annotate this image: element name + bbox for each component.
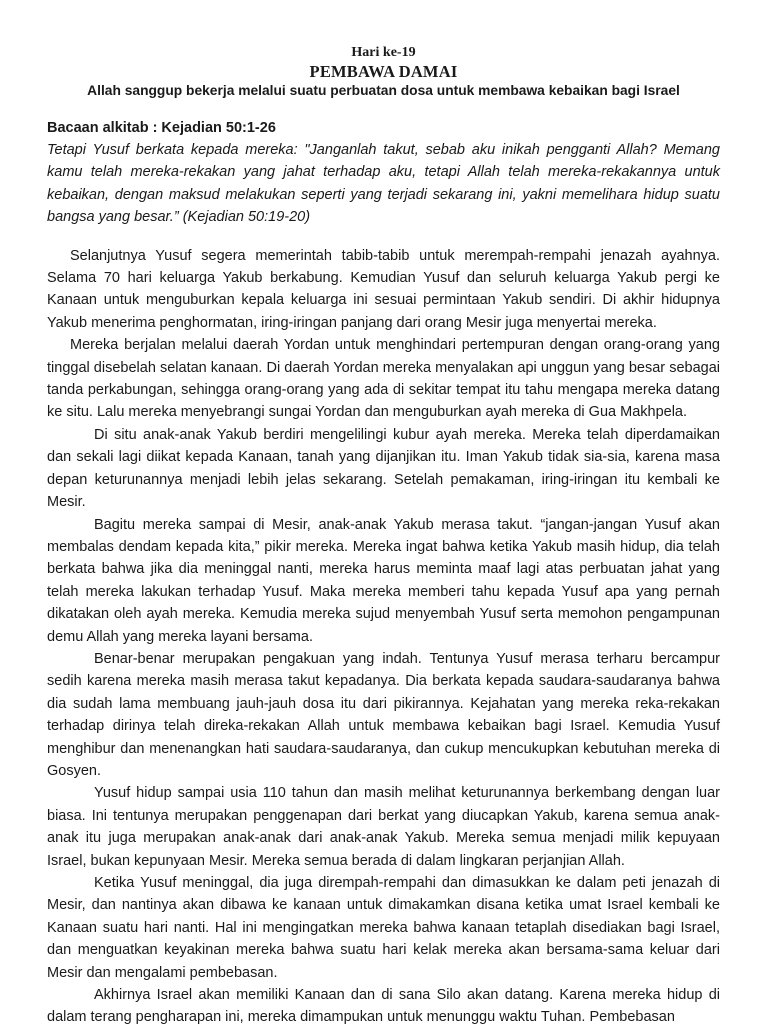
body-paragraph: Selanjutnya Yusuf segera memerintah tabib-tabib untuk merempah-rempahi jenazah ayahnya. Selama 70 hari keluarga Yakub berkabung. Kemudian Yusuf dan seluruh keluarga Yakub pergi ke Kanaan untuk menguburkan kepala keluarga ini sesuai permintaan Yakub sendiri. Di akhir hidupnya Yakub menerima penghormatan, iring-iringan panjang dari orang Mesir juga menyertai mereka. — [47, 247, 720, 331]
bible-reading-label: Bacaan alkitab : Kejadian 50:1-26 — [47, 120, 276, 136]
page-subtitle: Allah sanggup bekerja melalui suatu perbuatan dosa untuk membawa kebaikan bagi Israel — [87, 83, 680, 98]
day-label: Hari ke-19 — [351, 45, 416, 60]
body-paragraph: Ketika Yusuf meninggal, dia juga dirempah-rempahi dan dimasukkan ke dalam peti jenazah di Mesir, dan nantinya akan dibawa ke kanaan untuk dimakamkan disana ketika umat Israel kembali ke Kanaan suatu hari nanti. Hal ini mengingatkan mereka bahwa kanaan tetaplah disediakan bagi Israel, dan menguatkan keyakinan mereka bahwa suatu hari kelak mereka akan bersama-sama keluar dari Mesir dan mengalami pembebasan. — [47, 875, 720, 981]
body-paragraph: Mereka berjalan melalui daerah Yordan untuk menghindari pertempuran dengan orang-orang yang tinggal disebelah selatan kanaan. Di daerah Yordan mereka menyalakan api unggun yang besar sebagai tanda perkabungan, sehingga orang-orang yang ada di sekitar tempat itu tahu mengapa mereka datang ke situ. Lalu mereka menyebrangi sungai Yordan dan menguburkan ayah mereka di Gua Makhpela. — [47, 337, 720, 421]
body-paragraph: Yusuf hidup sampai usia 110 tahun dan masih melihat keturunannya berkembang dengan luar biasa. Ini tentunya merupakan penggenapan dari berkat yang diucapkan Yakub, karena semua anak-anak itu juga merupakan anak-anak dari anak-anak Yakub. Mereka semua menjadi milik kepuyaan Israel, bukan kepunyaan Mesir. Mereka semua berada di dalam lingkaran perjanjian Allah. — [47, 785, 720, 869]
body-paragraph: Akhirnya Israel akan memiliki Kanaan dan di sana Silo akan datang. Karena mereka hidup di dalam terang pengharapan ini, mereka dimampukan untuk menunggu waktu Tuhan. Pembebasan — [47, 987, 720, 1026]
bible-quote: Tetapi Yusuf berkata kepada mereka: "Janganlah takut, sebab aku inikah pengganti Allah? Memang kamu telah mereka-rekakan yang jahat terhadap aku, tetapi Allah telah mereka-rekakannya untuk kebaikan, dengan maksud melakukan seperti yang terjadi sekarang ini, yakni memelihara hidup suatu bangsa yang besar.” (Kejadian 50:19-20) — [47, 142, 720, 226]
body-paragraph: Bagitu mereka sampai di Mesir, anak-anak Yakub merasa takut. “jangan-jangan Yusuf akan membalas dendam kepada kita,” pikir mereka. Mereka ingat bahwa ketika Yakub masih hidup, dia telah berkata bahwa jika dia meninggal nanti, mereka harus meminta maaf lagi atas perbuatan jahat yang telah mereka lakukan terhadap Yusuf. Maka mereka memberi tahu kepada Yusuf apa yang pernah dikatakan oleh ayah mereka. Kemudia mereka sujud menyembah Yusuf serta memohon pengampunan demu Allah yang mereka layani bersama. — [47, 516, 720, 645]
body-paragraph: Di situ anak-anak Yakub berdiri mengelilingi kubur ayah mereka. Mereka telah diperdamaikan dan sekali lagi diikat kepada Kanaan, tanah yang dijanjikan itu. Iman Yakub tidak sia-sia, karena masa depan keturunannya menjadi lebih jelas sekarang. Setelah pemakaman, iring-iringan itu kembali ke Mesir. — [47, 426, 720, 511]
body-paragraph: Benar-benar merupakan pengakuan yang indah. Tentunya Yusuf merasa terharu bercampur sedih karena mereka masih merasa takut kepadanya. Dia berkata kepada saudara-saudaranya bahwa dia sudah lama membuang jauh-jauh dosa itu dari pikirannya. Kejahatan yang mereka reka-rekakan terhadap dirinya telah direka-rekakan Allah untuk membawa kebaikan bagi Israel. Kemudia Yusuf menghibur dan menenangkan hati saudara-saudaranya, dan cukup mencukupkan kebutuhan mereka di Gosyen. — [47, 650, 720, 779]
page-title: PEMBAWA DAMAI — [309, 62, 458, 81]
